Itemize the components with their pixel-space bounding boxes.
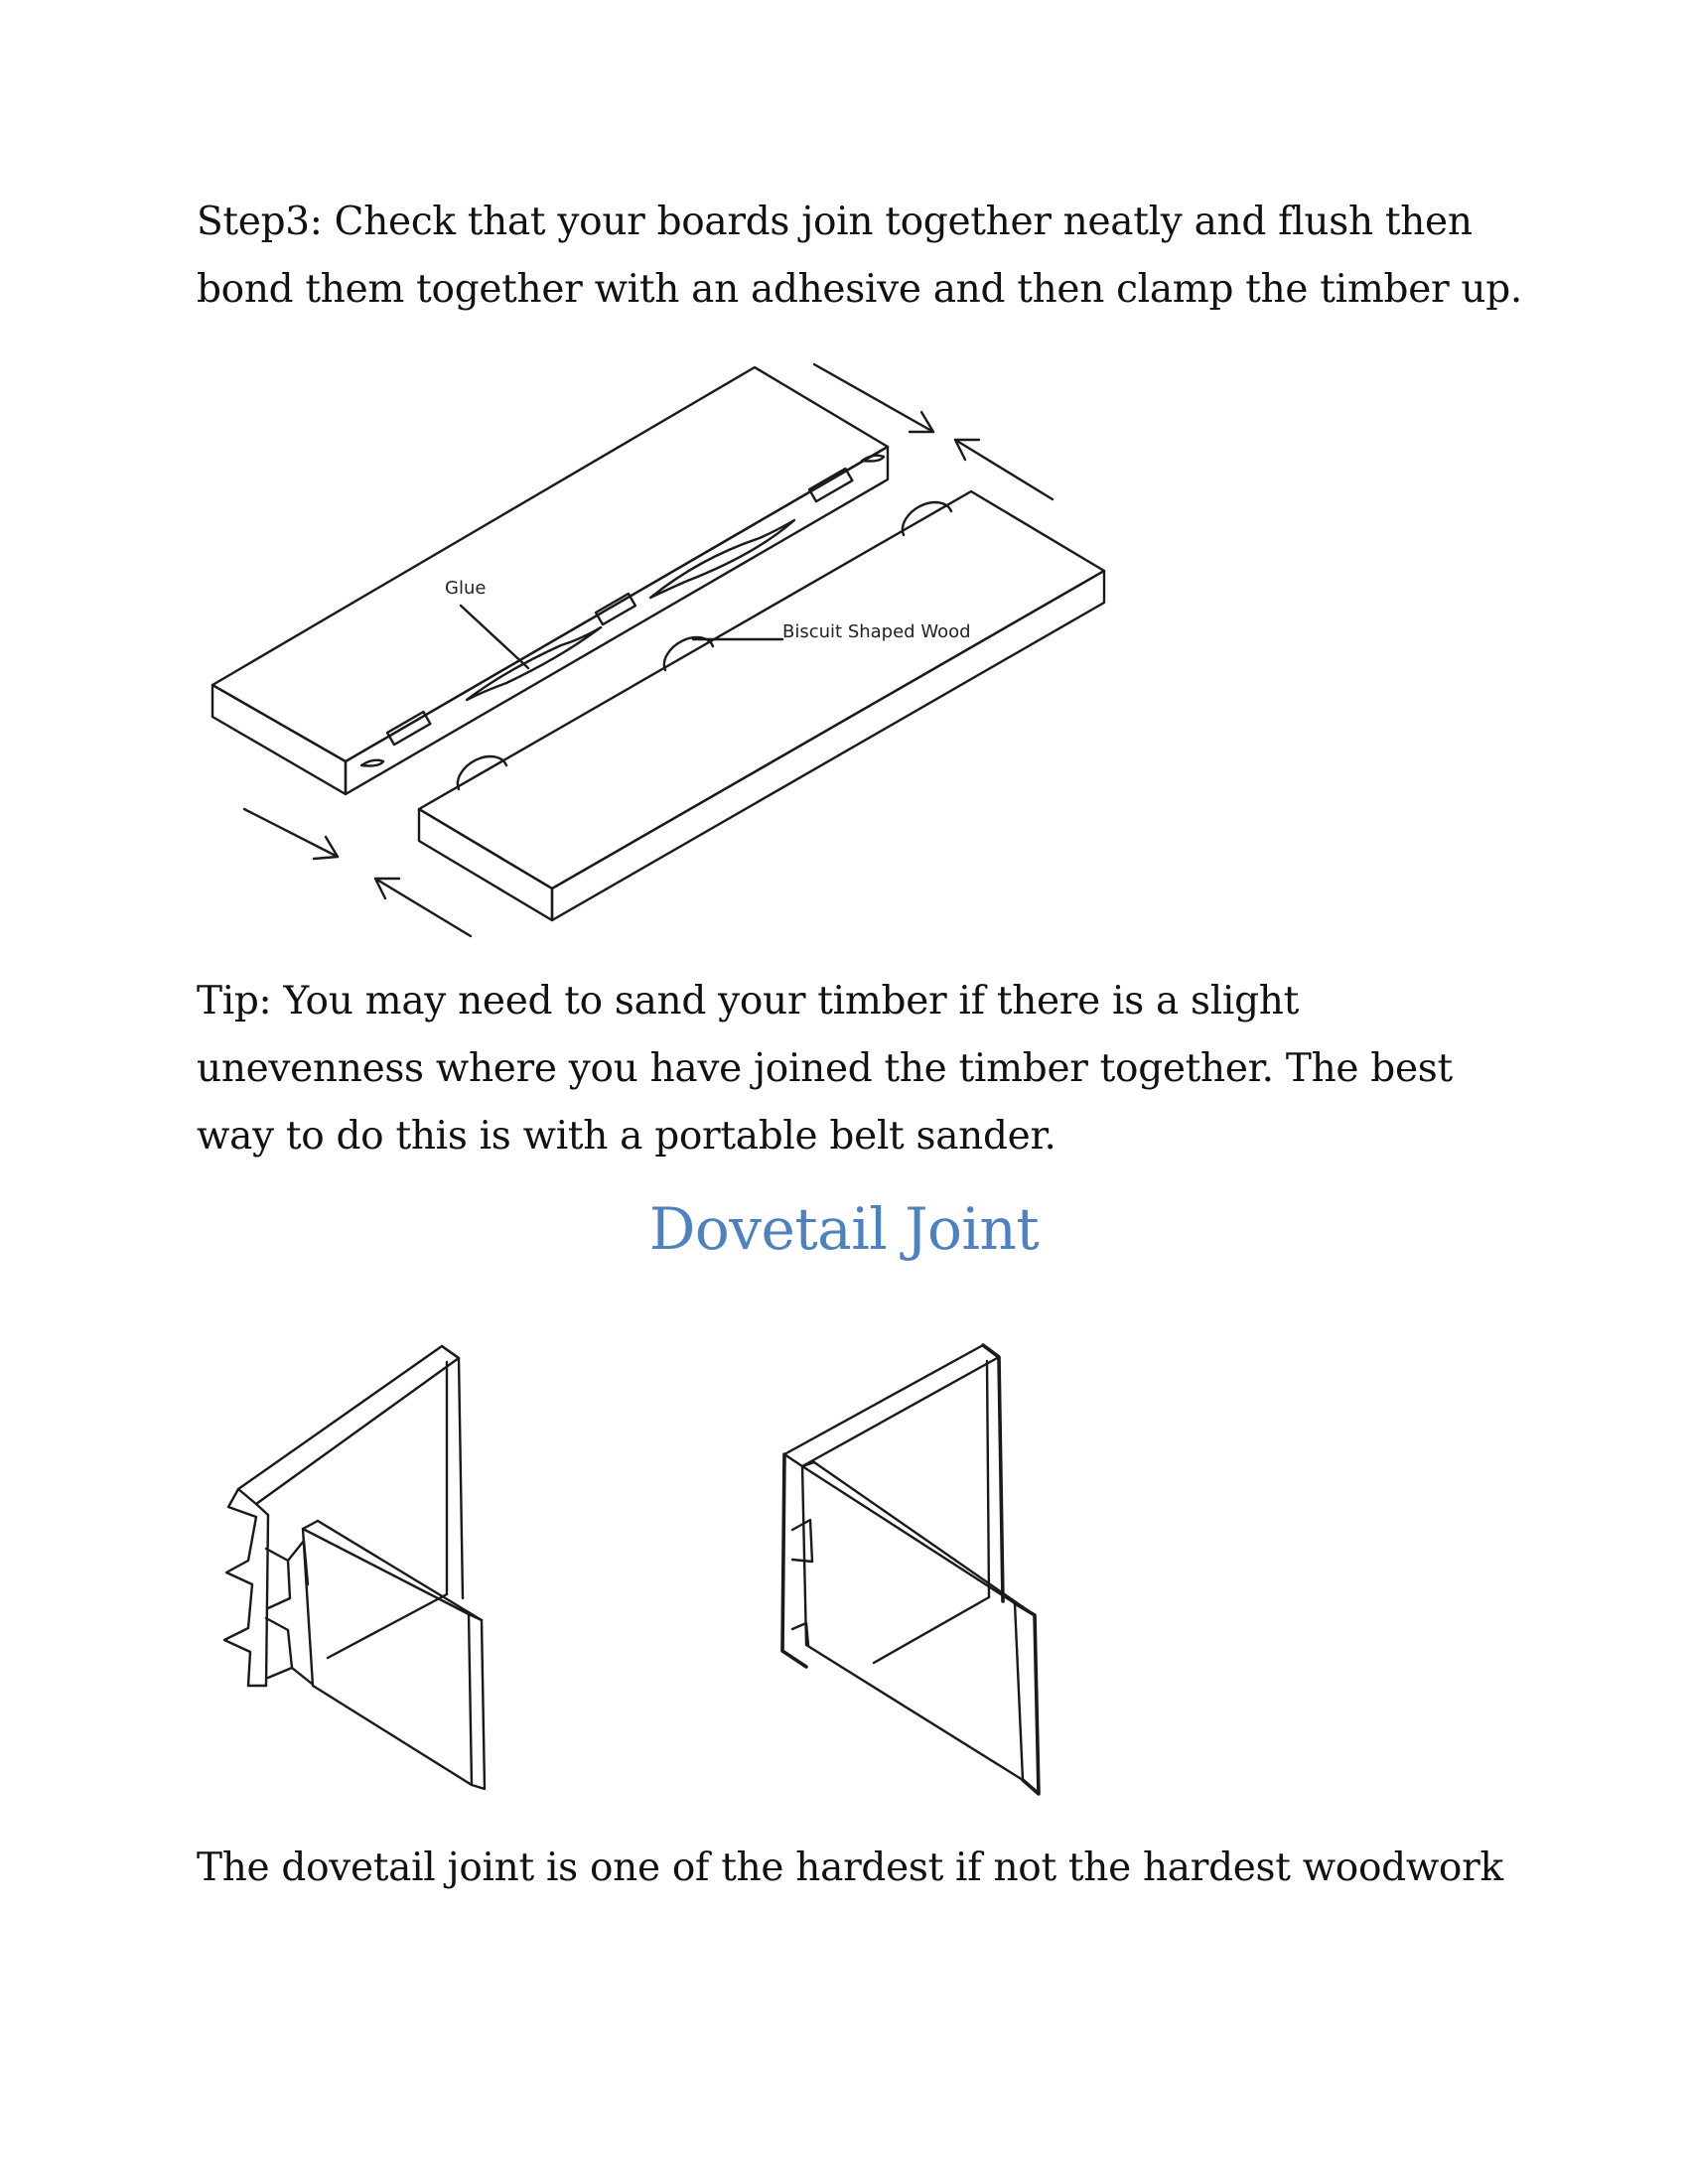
tip-paragraph: Tip: You may need to sand your timber if there is a slight unevenness where you have joined the timber together. The best way to do this is with a portable belt sander.	[197, 979, 1453, 1159]
right-board	[419, 491, 1104, 920]
arrow-icon	[814, 364, 933, 432]
glue-label: Glue	[445, 578, 487, 599]
closing-paragraph: The dovetail joint is one of the hardest if not the hardest woodwork	[197, 1845, 1503, 1890]
biscuit-label: Biscuit Shaped Wood	[782, 621, 971, 642]
left-board	[212, 367, 888, 794]
dovetail-heading: Dovetail Joint	[648, 1195, 1040, 1263]
arrow-icon	[375, 879, 471, 936]
step3-paragraph: Step3: Check that your boards join together neatly and flush then bond them together with an adhesive and then clamp the timber up.	[197, 200, 1522, 312]
dovetail-open-illustration	[209, 1330, 496, 1797]
glue-leader-line	[461, 606, 528, 668]
arrow-icon	[244, 809, 338, 859]
dovetail-closed-illustration	[755, 1335, 1072, 1802]
arrow-icon	[955, 440, 1053, 499]
biscuit-joint-illustration	[199, 352, 1112, 948]
